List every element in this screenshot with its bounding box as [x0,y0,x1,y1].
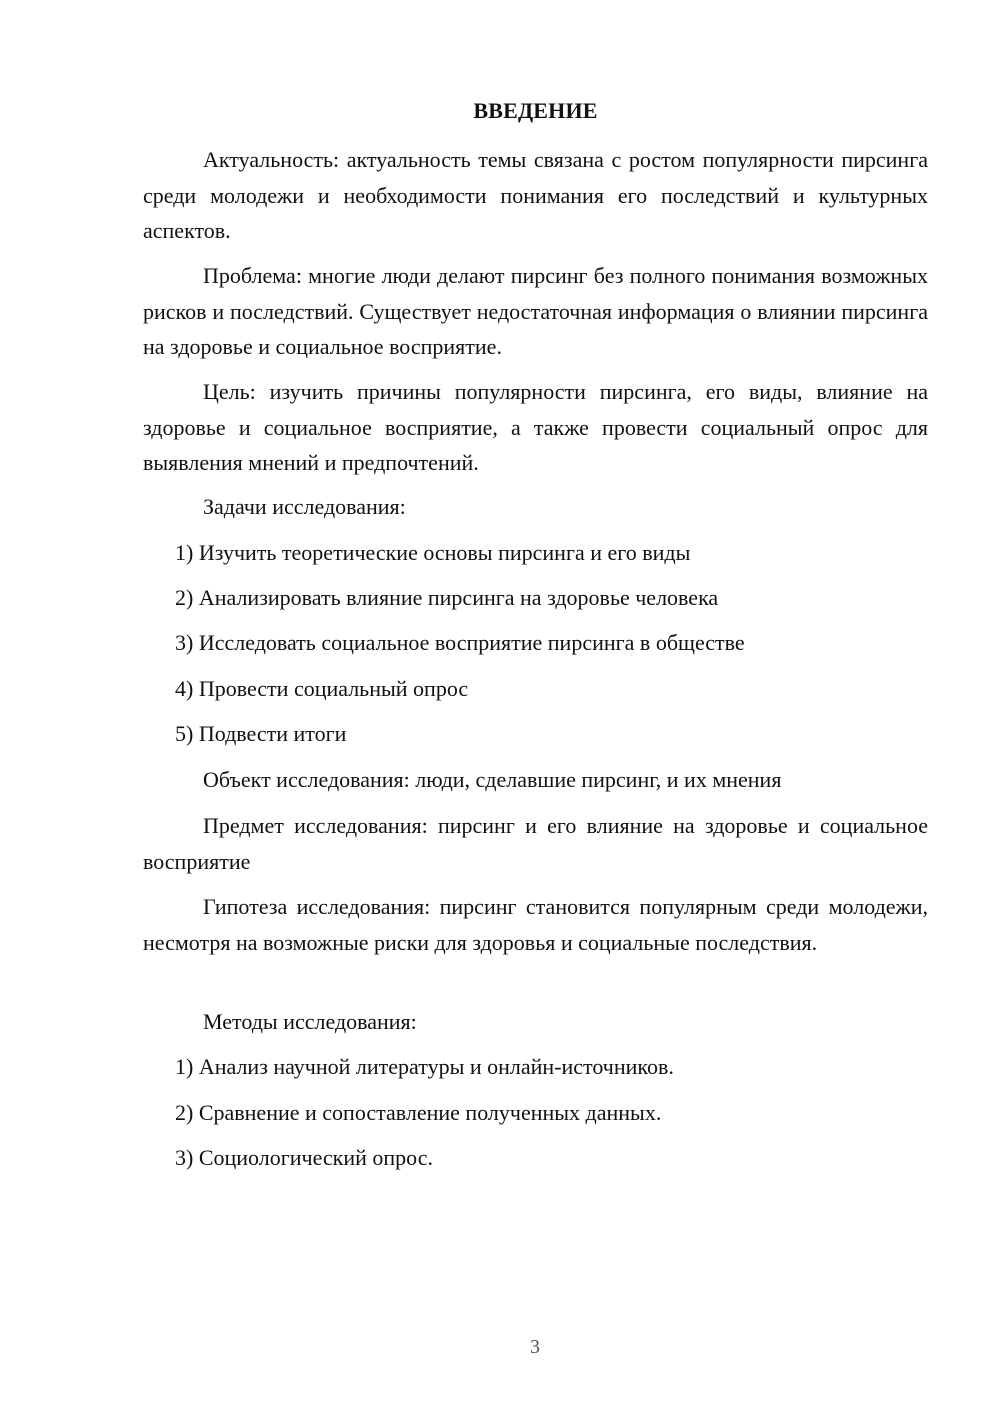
paragraph-goal: Цель: изучить причины популярности пирсинга, его виды, влияние на здоровье и социальное восприятие, а также провести социальный опрос для выявления мнений и предпочтений. [143,379,928,475]
page-title: ВВЕДЕНИЕ [473,98,598,123]
tasks-heading: Задачи исследования: [203,494,406,519]
task-item-3: 3) Исследовать социальное восприятие пирсинга в обществе [175,630,745,655]
method-item-1: 1) Анализ научной литературы и онлайн-источников. [175,1054,674,1079]
paragraph-relevance: Актуальность: актуальность темы связана с ростом популярности пирсинга среди молодежи и необходимости понимания его последствий и культурных аспектов. [143,147,928,243]
paragraph-object: Объект исследования: люди, сделавшие пирсинг, и их мнения [203,767,782,792]
paragraph-hypothesis: Гипотеза исследования: пирсинг становится популярным среди молодежи, несмотря на возможные риски для здоровья и социальные последствия. [143,894,928,955]
paragraph-problem: Проблема: многие люди делают пирсинг без полного понимания возможных рисков и последствий. Существует недостаточная информация о влиянии пирсинга на здоровье и социальное восприятие. [143,263,928,359]
task-item-1: 1) Изучить теоретические основы пирсинга и его виды [175,540,691,565]
task-item-4: 4) Провести социальный опрос [175,676,469,701]
method-item-2: 2) Сравнение и сопоставление полученных данных. [175,1100,662,1125]
task-item-2: 2) Анализировать влияние пирсинга на здоровье человека [175,585,719,610]
task-item-5: 5) Подвести итоги [175,721,347,746]
page-number: 3 [530,1336,540,1358]
methods-heading: Методы исследования: [203,1009,417,1034]
method-item-3: 3) Социологический опрос. [175,1145,433,1170]
paragraph-subject: Предмет исследования: пирсинг и его влияние на здоровье и социальное восприятие [143,813,928,874]
